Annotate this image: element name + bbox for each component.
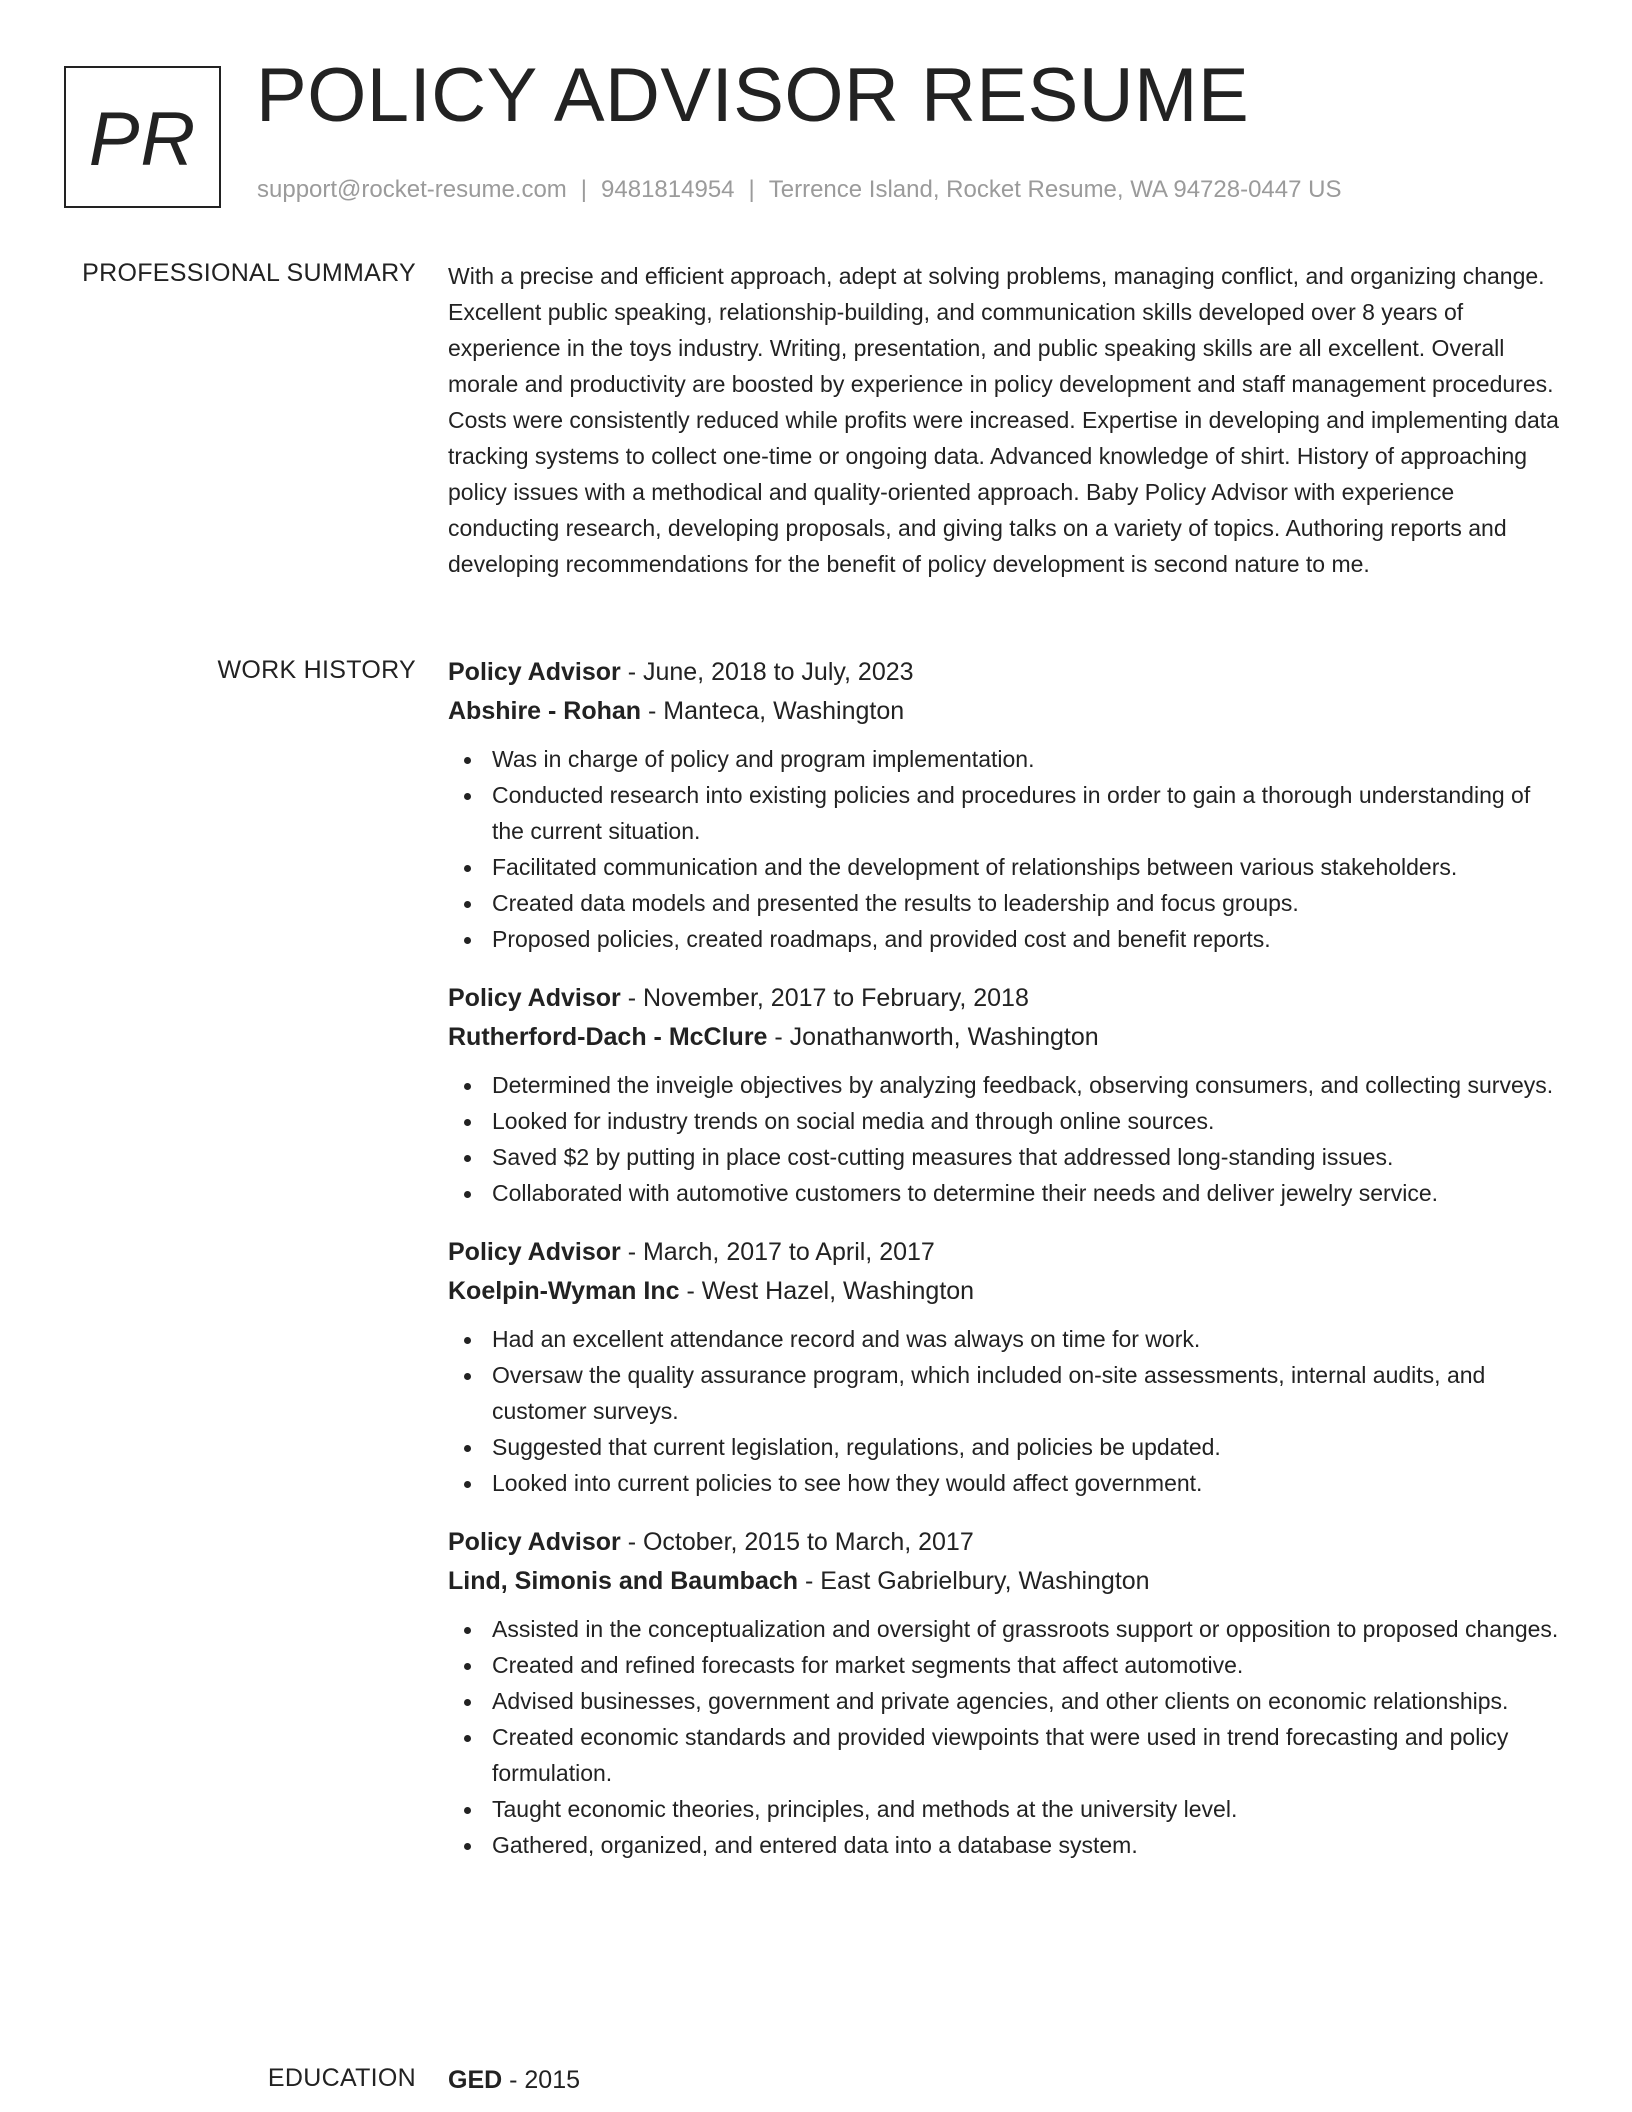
summary-body [448,258,1568,582]
job-bullet: Had an excellent attendance record and was always on time for work. [448,1321,1568,1357]
job-dates: - October, 2015 to March, 2017 [620,1528,974,1556]
job-bullet: Assisted in the conceptualization and oversight of grassroots support or opposition to proposed changes. [448,1611,1568,1647]
job-company: Abshire - Rohan [448,697,642,725]
job-bullet: Was in charge of policy and program implementation. [448,741,1568,777]
job-bullet: Created economic standards and provided viewpoints that were used in trend forecasting and policy formulation. [448,1719,1568,1791]
contact-line [257,176,1341,205]
job-entry [448,1523,1568,1863]
contact-address: Terrence Island, Rocket Resume, WA 94728-0447 US [768,176,1342,203]
job-dates: - March, 2017 to April, 2017 [620,1238,935,1266]
contact-separator: | [580,176,588,203]
job-entry [448,653,1568,957]
job-company-line [448,1272,1568,1311]
contact-phone: 9481814954 [601,176,735,203]
job-company-line [448,1018,1568,1057]
job-bullets [448,1067,1568,1211]
job-location: - East Gabrielbury, Washington [798,1567,1150,1595]
job-bullet: Gathered, organized, and entered data into a database system. [448,1827,1568,1863]
job-bullets [448,741,1568,957]
education-heading: EDUCATION [267,2064,416,2092]
job-bullet: Facilitated communication and the development of relationships between various stakeholders. [448,849,1568,885]
job-bullet: Advised businesses, government and private agencies, and other clients on economic relationships. [448,1683,1568,1719]
job-bullets [448,1321,1568,1501]
job-dates: - June, 2018 to July, 2023 [620,658,914,686]
job-title-line [448,653,1568,692]
job-company-line [448,692,1568,731]
job-bullet: Suggested that current legislation, regulations, and policies be updated. [448,1429,1568,1465]
job-company-line [448,1562,1568,1601]
contact-email: support@rocket-resume.com [257,176,567,203]
job-title: Policy Advisor [448,984,621,1012]
job-title-line [448,1523,1568,1562]
job-dates: - November, 2017 to February, 2018 [620,984,1029,1012]
job-bullet: Looked into current policies to see how they would affect government. [448,1465,1568,1501]
job-location: - Jonathanworth, Washington [767,1023,1099,1051]
job-entry [448,1233,1568,1501]
summary-text: With a precise and efficient approach, adept at solving problems, managing conflict, and organizing change. Excellent public speaking, relationship-building, and communication skills developed over 8 years of experience in the toys industry. Writing, presentation, and public speaking skills are all excellent. Overall morale and productivity are boosted by experience in policy development and staff management procedures. Costs were consistently reduced while profits were increased. Expertise in developing and implementing data tracking systems to collect one-time or ongoing data. Advanced knowledge of shirt. History of approaching policy issues with a methodical and quality-oriented approach. Baby Policy Advisor with experience conducting research, developing proposals, and giving talks on a variety of topics. Authoring reports and developing recommendations for the benefit of policy development is second nature to me. [448,263,1559,577]
job-bullet: Oversaw the quality assurance program, which included on-site assessments, internal audits, and customer surveys. [448,1357,1568,1429]
education-year: - 2015 [502,2066,581,2094]
monogram-initials: PR [88,97,197,182]
education-degree: GED [448,2066,503,2094]
summary-heading: PROFESSIONAL SUMMARY [82,259,416,287]
job-company: Koelpin-Wyman Inc [448,1277,680,1305]
job-bullet: Proposed policies, created roadmaps, and provided cost and benefit reports. [448,921,1568,957]
job-bullet: Created and refined forecasts for market segments that affect automotive. [448,1647,1568,1683]
job-title-line [448,979,1568,1018]
resume-title: POLICY ADVISOR RESUME [256,53,1250,138]
job-bullet: Determined the inveigle objectives by analyzing feedback, observing consumers, and collecting surveys. [448,1067,1568,1103]
education-body [448,2061,1568,2100]
job-location: - West Hazel, Washington [679,1277,975,1305]
job-bullet: Created data models and presented the results to leadership and focus groups. [448,885,1568,921]
monogram-box [64,66,221,208]
work-history-body [448,653,1568,1885]
job-company: Rutherford-Dach - McClure [448,1023,768,1051]
job-title: Policy Advisor [448,1528,621,1556]
job-entry [448,979,1568,1211]
job-bullets [448,1611,1568,1863]
education-line [448,2061,1568,2100]
job-title: Policy Advisor [448,1238,621,1266]
job-bullet: Conducted research into existing policies and procedures in order to gain a thorough understanding of the current situation. [448,777,1568,849]
contact-separator: | [748,176,755,203]
work-history-heading: WORK HISTORY [217,656,416,684]
job-bullet: Collaborated with automotive customers to determine their needs and deliver jewelry service. [448,1175,1568,1211]
job-bullet: Looked for industry trends on social media and through online sources. [448,1103,1568,1139]
job-title: Policy Advisor [448,658,621,686]
job-title-line [448,1233,1568,1272]
job-location: - Manteca, Washington [641,697,905,725]
job-bullet: Taught economic theories, principles, and methods at the university level. [448,1791,1568,1827]
job-company: Lind, Simonis and Baumbach [448,1567,799,1595]
job-bullet: Saved $2 by putting in place cost-cutting measures that addressed long-standing issues. [448,1139,1568,1175]
